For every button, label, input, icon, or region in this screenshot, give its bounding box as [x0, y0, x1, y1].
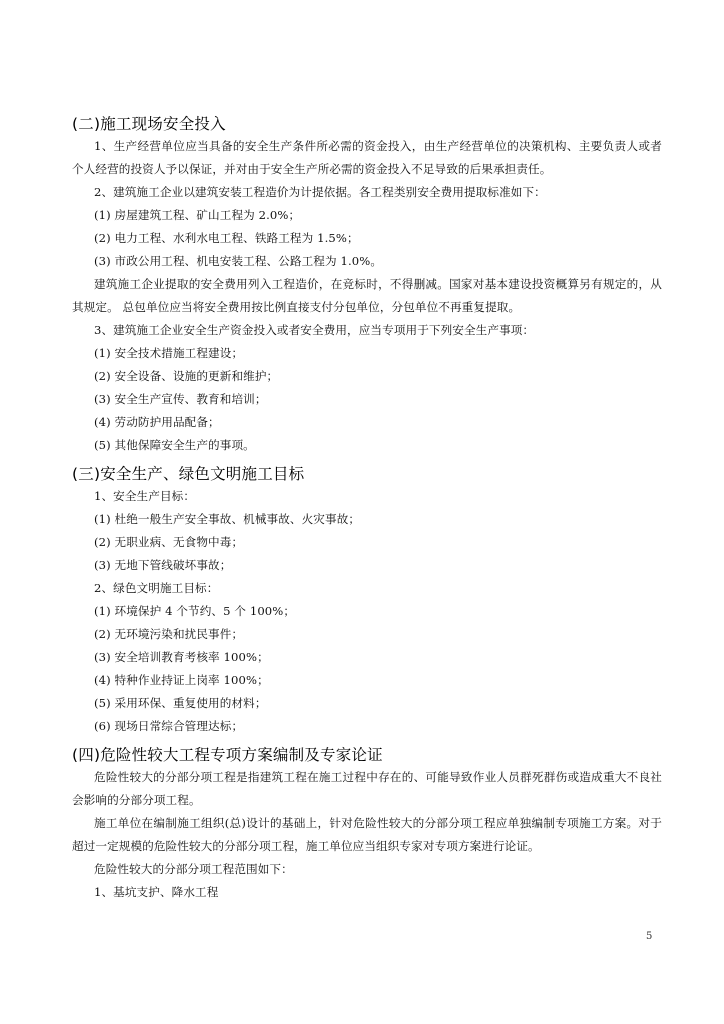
- paragraph-fee-basis: 2、建筑施工企业以建筑安装工程造价为计提依据。各工程类别安全费用提取标准如下：: [94, 185, 546, 199]
- list-item-usage: (1) 安全技术措施工程建设；: [94, 346, 244, 360]
- paragraph-fee-usage: 3、建筑施工企业安全生产资金投入或者安全费用，应当专项用于下列安全生产事项：: [94, 323, 535, 337]
- list-item-usage: (3) 安全生产宣传、教育和培训；: [94, 392, 267, 406]
- list-item-safety-goal: (1) 杜绝一般生产安全事故、机械事故、火灾事故；: [94, 512, 361, 526]
- list-item-green-goal: (3) 安全培训教育考核率 100%；: [94, 650, 269, 664]
- list-item-safety-goal: (3) 无地下管线破坏事故；: [94, 558, 232, 572]
- list-item-usage: (4) 劳动防护用品配备；: [94, 415, 220, 429]
- list-item-hazard-scope: 1、基坑支护、降水工程: [94, 885, 219, 899]
- paragraph-fund-guarantee: 1、生产经营单位应当具备的安全生产条件所必需的资金投入，由生产经营单位的决策机构、主要负责人或者个人经营的投资人予以保证，并对由于安全生产所必需的资金投入不足导致的后果承担责任。: [72, 139, 662, 176]
- list-item-rate: (1) 房屋建筑工程、矿山工程为 2.0%；: [94, 208, 301, 222]
- section-heading-special-plan: (四)危险性较大工程专项方案编制及专家论证: [72, 746, 383, 764]
- list-item-safety-goal: (2) 无职业病、无食物中毒；: [94, 535, 244, 549]
- list-item-green-goal: (6) 现场日常综合管理达标；: [94, 719, 244, 733]
- list-item-usage: (2) 安全设备、设施的更新和维护；: [94, 369, 279, 383]
- section-heading-targets: (三)安全生产、绿色文明施工目标: [72, 465, 305, 483]
- list-item-green-goal: (5) 采用环保、重复使用的材料；: [94, 696, 267, 710]
- document-body: [72, 113, 662, 904]
- list-item-green-goal: (4) 特种作业持证上岗率 100%；: [94, 673, 269, 687]
- list-item-green-goal: (2) 无环境污染和扰民事件；: [94, 627, 244, 641]
- paragraph-hazard-definition: 危险性较大的分部分项工程是指建筑工程在施工过程中存在的、可能导致作业人员群死群伤或造成重大不良社会影响的分部分项工程。: [72, 770, 662, 807]
- list-item-usage: (5) 其他保障安全生产的事项。: [94, 438, 255, 452]
- list-item-rate: (3) 市政公用工程、机电安装工程、公路工程为 1.0%。: [94, 254, 383, 268]
- paragraph-fee-cost: 建筑施工企业提取的安全费用列入工程造价，在竞标时，不得删减。国家对基本建设投资概算另有规定的，从其规定。 总包单位应当将安全费用按比例直接支付分包单位，分包单位不再重复提取。: [72, 277, 662, 314]
- list-item-rate: (2) 电力工程、水利水电工程、铁路工程为 1.5%；: [94, 231, 359, 245]
- paragraph-hazard-scope: 危险性较大的分部分项工程范围如下：: [94, 862, 293, 876]
- paragraph-special-plan: 施工单位在编制施工组织(总)设计的基础上，针对危险性较大的分部分项工程应单独编制专项施工方案。对于超过一定规模的危险性较大的分部分项工程，施工单位应当组织专家对专项方案进行论证。: [72, 816, 662, 853]
- page-number: 5: [646, 931, 653, 942]
- subheading-safety-goals: 1、安全生产目标：: [94, 489, 196, 503]
- list-item-green-goal: (1) 环境保护 4 个节约、5 个 100%；: [94, 604, 296, 618]
- section-heading-safety-investment: (二)施工现场安全投入: [72, 115, 226, 133]
- subheading-green-goals: 2、绿色文明施工目标：: [94, 581, 219, 595]
